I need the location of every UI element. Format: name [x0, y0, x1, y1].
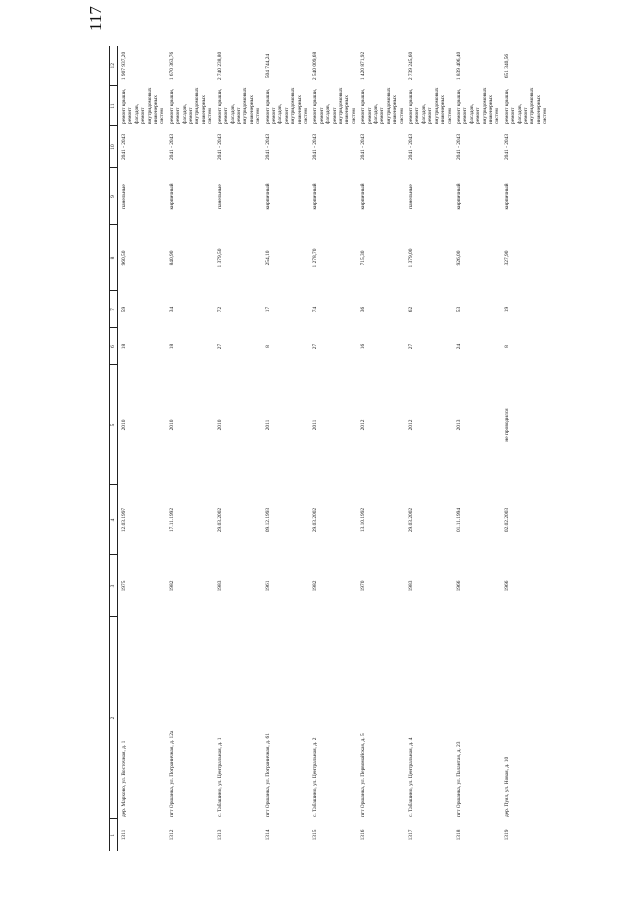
- date-cell: 12.03.1997: [121, 507, 127, 533]
- cost-cell: 1 839 406,40: [455, 51, 462, 81]
- repair-period-cell: 2041 - 2043: [121, 133, 127, 161]
- date-cell: 02.02.2003: [503, 507, 510, 533]
- area-cell: 926,00: [455, 250, 462, 266]
- row-number-cell: 1316: [360, 829, 367, 841]
- wall-material-cell: кирпичный: [264, 183, 271, 210]
- column-6-cell: 8: [503, 345, 510, 348]
- repair-period-cell: 2041 - 2043: [360, 133, 367, 161]
- header-cell: 7: [110, 291, 118, 328]
- column-7-cell: 74: [312, 306, 319, 313]
- table-row: [118, 46, 166, 851]
- last-repair-cell: не проводился: [503, 408, 510, 442]
- construction-year-cell: 1982: [312, 580, 319, 592]
- address-cell: с. Табашино, ул. Центральная, д. 2: [312, 737, 319, 817]
- address-cell: пгт Оршанка, ул. Пограничная, д. 61: [264, 733, 271, 817]
- header-cell: 6: [110, 328, 118, 365]
- address-cell: пгт Оршанка, ул. Первомайская, д. 5: [360, 733, 367, 817]
- area-cell: 715,30: [360, 250, 367, 266]
- column-7-cell: 72: [216, 306, 223, 313]
- header-cell: 9: [110, 168, 118, 225]
- works-cell: ремонт крыши, ремонт фасадов, ремонт внутридомовых инженерных систем: [264, 87, 309, 124]
- repair-period-cell: 2041 - 2043: [216, 133, 223, 161]
- header-cell: 2: [110, 617, 118, 819]
- table-row: [262, 46, 310, 851]
- repair-period-cell: 2041 - 2043: [168, 133, 175, 161]
- last-repair-cell: 2012: [408, 419, 415, 431]
- header-cell: 4: [110, 485, 118, 555]
- wall-material-cell: панельные: [121, 184, 127, 209]
- row-number-cell: 1315: [312, 829, 319, 841]
- works-cell: ремонт крыши, ремонт фасадов, ремонт внутридомовых инженерных систем: [360, 87, 405, 124]
- column-7-cell: 36: [360, 306, 367, 313]
- table-row: [357, 46, 405, 851]
- row-number-cell: 1319: [503, 829, 510, 841]
- construction-year-cell: 1966: [455, 580, 462, 592]
- rotated-table-wrapper: [109, 46, 549, 851]
- last-repair-cell: 2012: [360, 419, 367, 431]
- repair-period-cell: 2041 - 2043: [455, 133, 462, 161]
- date-cell: 13.10.1992: [360, 507, 367, 533]
- address-cell: пгт Оршанка, ул. Палантая, д. 23: [455, 741, 462, 817]
- cost-cell: 2 540 009,68: [312, 51, 319, 81]
- construction-year-cell: 1983: [216, 580, 223, 592]
- date-cell: 17.11.1992: [168, 507, 175, 533]
- wall-material-cell: кирпичный: [312, 183, 319, 210]
- address-cell: с. Табашино, ул. Центральная, д. 4: [408, 737, 415, 817]
- construction-year-cell: 1961: [264, 580, 271, 592]
- date-cell: 09.12.1993: [264, 507, 271, 533]
- wall-material-cell: панельные: [408, 184, 415, 209]
- last-repair-cell: 2011: [264, 419, 271, 431]
- column-7-cell: 53: [455, 306, 462, 313]
- header-cell: 3: [110, 555, 118, 617]
- column-6-cell: 27: [408, 343, 415, 350]
- housing-repair-table: [109, 46, 549, 851]
- area-cell: 1 278,70: [312, 248, 319, 268]
- row-number-cell: 1313: [216, 829, 223, 841]
- cost-cell: 2 740 238,80: [216, 51, 223, 81]
- header-cell: 5: [110, 365, 118, 485]
- header-cell: 11: [110, 86, 118, 126]
- date-cell: 29.03.2002: [216, 507, 223, 533]
- last-repair-cell: 2010: [168, 419, 175, 431]
- construction-year-cell: 1966: [503, 580, 510, 592]
- works-cell: ремонт крыши, ремонт фасадов, ремонт внутридомовых инженерных систем: [455, 87, 501, 124]
- repair-period-cell: 2041 - 2043: [503, 133, 510, 161]
- wall-material-cell: кирпичный: [455, 183, 462, 210]
- table-row: [166, 46, 214, 851]
- header-row: [110, 46, 118, 851]
- cost-cell: 1 420 871,92: [360, 51, 367, 81]
- works-cell: ремонт крыши, ремонт фасадов, ремонт внутридомовых инженерных систем: [312, 87, 357, 124]
- column-6-cell: 18: [168, 343, 175, 350]
- row-number-cell: 1314: [264, 829, 271, 841]
- area-cell: 840,90: [168, 250, 175, 266]
- cost-cell: 504 744,24: [264, 53, 271, 79]
- construction-year-cell: 1982: [168, 580, 175, 592]
- area-cell: 254,10: [264, 250, 271, 266]
- last-repair-cell: 2011: [312, 419, 319, 431]
- column-7-cell: 19: [503, 306, 510, 313]
- wall-material-cell: кирпичный: [503, 183, 510, 210]
- cost-cell: 651 340,56: [503, 53, 510, 79]
- area-cell: 1 379,00: [408, 248, 415, 268]
- page-number: 117: [86, 6, 105, 31]
- repair-period-cell: 2041 - 2043: [408, 133, 415, 161]
- repair-period-cell: 2041 - 2043: [264, 133, 271, 161]
- area-cell: 327,90: [503, 250, 510, 266]
- wall-material-cell: панельные: [216, 184, 223, 209]
- column-6-cell: 8: [264, 345, 271, 348]
- repair-period-cell: 2041 - 2043: [312, 133, 319, 161]
- table-row: [405, 46, 453, 851]
- row-number-cell: 1318: [455, 829, 462, 841]
- wall-material-cell: кирпичный: [168, 183, 175, 210]
- address-cell: пгт Оршанка, ул. Пограничная, д. 12а: [168, 730, 175, 817]
- works-cell: ремонт крыши, ремонт фасадов, ремонт внутридомовых инженерных систем: [121, 87, 166, 124]
- address-cell: с. Табашино, ул. Центральная, д. 1: [216, 737, 223, 817]
- works-cell: ремонт крыши, ремонт фасадов, ремонт внутридомовых инженерных систем: [408, 87, 453, 124]
- cost-cell: 2 739 245,60: [408, 51, 415, 81]
- last-repair-cell: 2013: [455, 419, 462, 431]
- date-cell: 29.03.2002: [312, 507, 319, 533]
- column-6-cell: 27: [312, 343, 319, 350]
- header-cell: 8: [110, 225, 118, 291]
- column-7-cell: 62: [408, 306, 415, 313]
- cost-cell: 1 670 363,76: [168, 51, 175, 81]
- column-6-cell: 24: [455, 343, 462, 350]
- area-cell: 1 379,50: [216, 248, 223, 268]
- header-cell: 10: [110, 126, 118, 168]
- table-row: [309, 46, 357, 851]
- last-repair-cell: 2010: [216, 419, 223, 431]
- row-number-cell: 1312: [168, 829, 175, 841]
- column-7-cell: 17: [264, 306, 271, 313]
- works-cell: ремонт крыши, ремонт фасадов, ремонт внутридомовых инженерных систем: [168, 87, 214, 124]
- address-cell: дер. Пуял, ул. Новая, д. 10: [503, 756, 510, 817]
- column-7-cell: 34: [168, 306, 175, 313]
- address-cell: дер. Мархово, ул. Восточная, д. 1: [121, 740, 127, 817]
- header-cell: 1: [110, 819, 118, 851]
- row-number-cell: 1317: [408, 829, 415, 841]
- area-cell: 960,50: [121, 250, 127, 266]
- table-row: [453, 46, 501, 851]
- cost-cell: 1 907 937,20: [121, 51, 127, 81]
- table-row: [501, 46, 549, 851]
- works-cell: ремонт крыши, ремонт фасадов, ремонт внутридомовых инженерных систем: [503, 87, 549, 124]
- column-6-cell: 18: [121, 343, 127, 350]
- column-6-cell: 27: [216, 343, 223, 350]
- row-number-cell: 1311: [121, 829, 127, 841]
- wall-material-cell: кирпичный: [360, 183, 367, 210]
- column-6-cell: 16: [360, 343, 367, 350]
- works-cell: ремонт крыши, ремонт фасадов, ремонт внутридомовых инженерных систем: [216, 87, 262, 124]
- header-cell: 12: [110, 46, 118, 86]
- construction-year-cell: 1970: [360, 580, 367, 592]
- date-cell: 01.11.1994: [455, 507, 462, 533]
- table-row: [214, 46, 262, 851]
- last-repair-cell: 2010: [121, 419, 127, 431]
- construction-year-cell: 1975: [121, 580, 127, 592]
- date-cell: 29.03.2002: [408, 507, 415, 533]
- construction-year-cell: 1983: [408, 580, 415, 592]
- column-7-cell: 59: [121, 306, 127, 313]
